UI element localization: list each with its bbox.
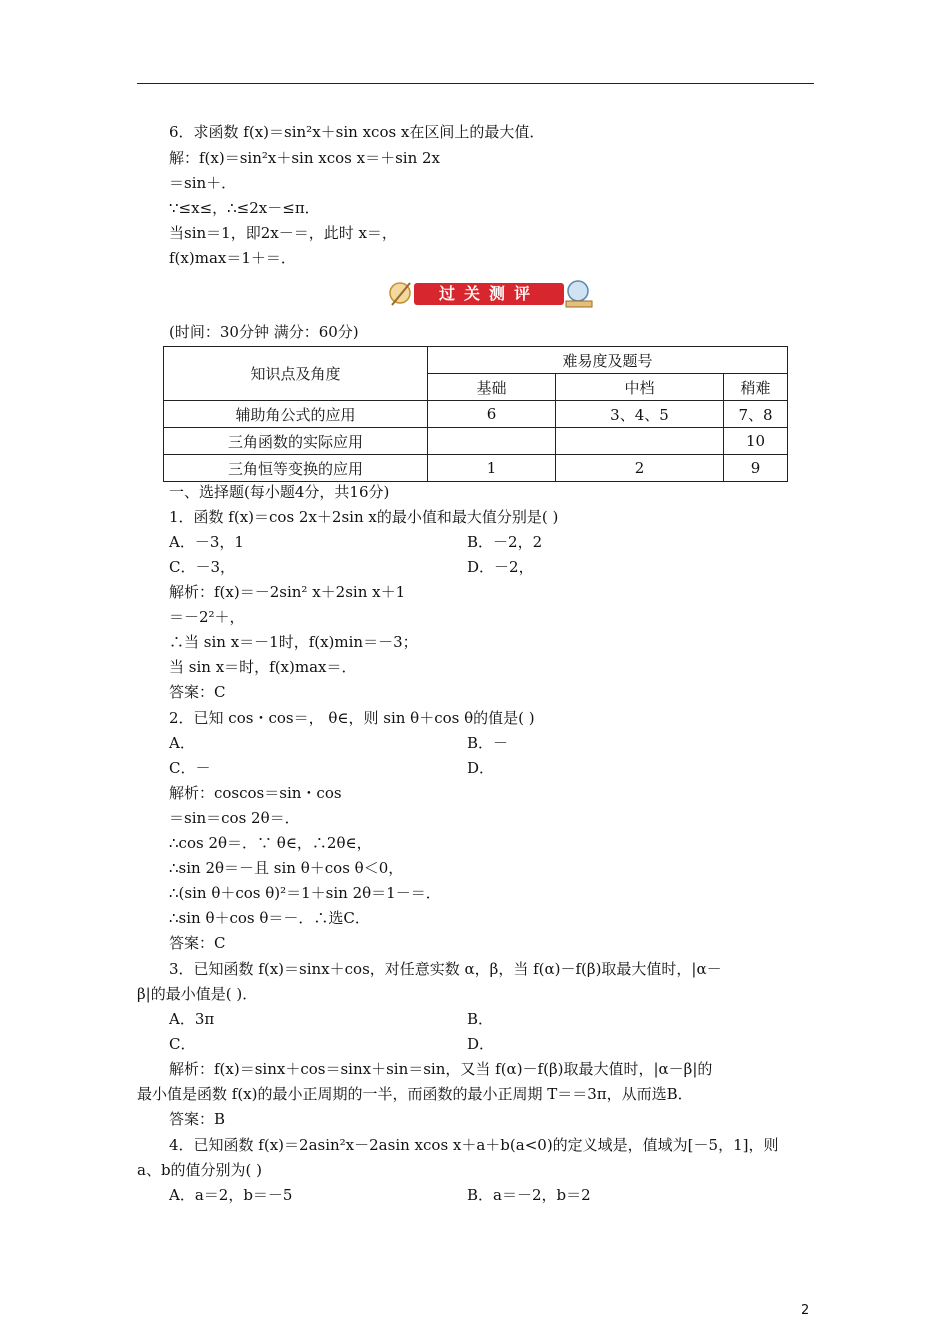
table-subheader: 稍难 [724,374,788,401]
q2-option-b: B．－ [467,734,509,752]
q3-option-a: A．3π [169,1010,215,1028]
q2-solution-line: ∴(sin θ＋cos θ)²＝1＋sin 2θ＝1－＝． [169,884,441,902]
table-row [164,455,788,482]
header-rule [137,83,814,84]
q1-option-c: C．－3， [169,558,236,576]
q3-option-b: B． [467,1010,494,1028]
table-cell-topic: 三角恒等变换的应用 [164,455,428,482]
q1-stem: 1．函数 f(x)＝cos 2x＋2sin x的最小值和最大值分别是( ) [169,508,559,526]
section-banner [386,277,598,311]
q3-stem-continued: β|的最小值是( )． [137,985,258,1003]
q1-option-b: B．－2，2 [467,533,543,551]
table-cell [556,428,724,455]
table-header-difficulty: 难易度及题号 [428,347,788,374]
q4-stem: 4．已知函数 f(x)＝2asin²x－2asin xcos x＋a＋b(a<0)的定义域是，值域为[－5，1]，则 [169,1136,779,1154]
q2-solution-line: ∴sin θ＋cos θ＝－．∴选C． [169,909,370,927]
table-subheader: 中档 [556,374,724,401]
q3-answer: 答案：B [169,1110,226,1128]
table-cell: 3、4、5 [556,401,724,428]
test-info: (时间：30分钟 满分：60分) [169,323,359,341]
q2-solution-line: ∴sin 2θ＝－且 sin θ＋cos θ＜0， [169,859,404,877]
q1-option-a: A．－3，1 [169,533,244,551]
banner-title: 过关测评 [414,283,564,305]
table-row [164,428,788,455]
q1-solution-line: ＝－2²＋， [169,608,245,626]
q6-solution-line: f(x)max＝1＋＝． [169,249,296,267]
q3-solution-line: 最小值是函数 f(x)的最小正周期的一半，而函数的最小正周期 T＝＝3π，从而选B． [137,1085,693,1103]
q3-solution-line: 解析：f(x)＝sinx＋cos＝sinx＋sin＝sin，又当 f(α)－f(β)取最大值时，|α－β|的 [169,1060,713,1078]
q2-solution-line: ∴cos 2θ＝．∵ θ∈，∴2θ∈， [169,834,372,852]
q1-solution-line: 当 sin x＝时，f(x)max＝． [169,658,357,676]
table-cell: 10 [724,428,788,455]
table-cell-topic: 三角函数的实际应用 [164,428,428,455]
q2-solution-line: 解析：coscos＝sin・cos [169,784,342,802]
table-cell [428,428,556,455]
q1-solution-line: ∴当 sin x＝－1时，f(x)min＝－3； [169,633,418,651]
q2-solution-line: ＝sin＝cos 2θ＝． [169,809,300,827]
table-header-topic: 知识点及角度 [164,347,428,401]
q6-solution-line: 当sin＝1，即2x－＝，此时 x＝， [169,224,397,242]
table-cell: 1 [428,455,556,482]
q4-stem-continued: a、b的值分别为( ) [137,1161,263,1179]
q2-answer: 答案：C [169,934,226,952]
q6-stem: 6．求函数 f(x)＝sin²x＋sin xcos x在区间上的最大值． [169,123,545,141]
table-cell-topic: 辅助角公式的应用 [164,401,428,428]
q1-answer: 答案：C [169,683,226,701]
table-cell: 9 [724,455,788,482]
knowledge-table [163,346,788,482]
table-cell: 7、8 [724,401,788,428]
q3-stem: 3．已知函数 f(x)＝sinx＋cos，对任意实数 α，β，当 f(α)－f(β)取最大值时，|α－ [169,960,722,978]
page-number: 2 [801,1303,810,1318]
section-heading: 一、选择题(每小题4分，共16分) [169,483,390,501]
q6-solution-line: ＝sin＋． [169,174,237,192]
q3-option-d: D． [467,1035,495,1053]
q2-option-c: C．－ [169,759,211,777]
table-row [164,401,788,428]
q3-option-c: C． [169,1035,196,1053]
q2-option-a: A． [169,734,195,752]
q4-option-b: B．a＝－2，b＝2 [467,1186,591,1204]
table-cell: 2 [556,455,724,482]
q6-solution-line: 解：f(x)＝sin²x＋sin xcos x＝＋sin 2x [169,149,441,167]
q4-option-a: A．a＝2，b＝－5 [169,1186,293,1204]
q2-option-d: D． [467,759,495,777]
q2-stem: 2．已知 cos・cos＝， θ∈，则 sin θ＋cos θ的值是( ) [169,709,535,727]
q1-solution-line: 解析：f(x)＝－2sin² x＋2sin x＋1 [169,583,406,601]
table-subheader: 基础 [428,374,556,401]
q1-option-d: D．－2， [467,558,534,576]
table-cell: 6 [428,401,556,428]
q6-solution-line: ∵≤x≤，∴≤2x－≤π． [169,199,320,217]
